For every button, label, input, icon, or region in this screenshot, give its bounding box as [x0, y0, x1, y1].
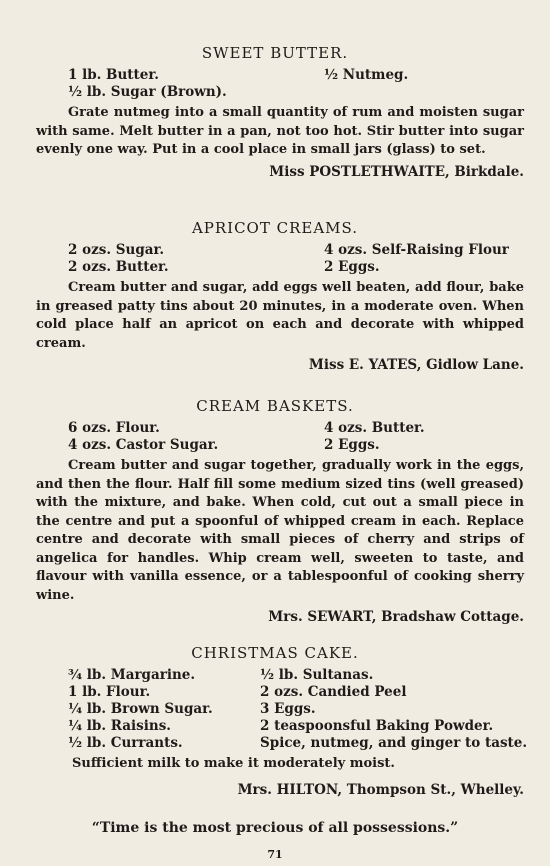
- ingredient-list: [68, 420, 550, 454]
- recipe-title: APRICOT CREAMS.: [191, 219, 359, 237]
- recipe-method: Cream butter and sugar, add eggs well beaten, add flour, bake in greased patty tins about 20 minutes, in a moderate oven. When cold place half an apricot on each and decorate with whipped cream.: [36, 280, 524, 351]
- recipe-christmas-cake: [0, 644, 550, 798]
- ingredient: 2 Eggs.: [324, 437, 380, 453]
- ingredient: 2 ozs. Butter.: [68, 259, 169, 275]
- ingredient: 4 ozs. Castor Sugar.: [68, 437, 219, 453]
- ingredient: 2 Eggs.: [324, 259, 380, 275]
- ingredient: 1 lb. Butter.: [68, 67, 159, 83]
- recipe-method: Sufficient milk to make it moderately moist.: [72, 756, 395, 771]
- ingredient-list: [68, 67, 550, 101]
- recipe-signature: Miss E. YATES, Gidlow Lane.: [308, 357, 524, 373]
- ingredient: 3 Eggs.: [260, 701, 316, 717]
- ingredient: ½ lb. Sultanas.: [260, 667, 374, 683]
- recipe-title: SWEET BUTTER.: [201, 44, 349, 62]
- ingredient: 1 lb. Flour.: [68, 684, 151, 700]
- recipe-title: CHRISTMAS CAKE.: [191, 644, 359, 662]
- footer-quote: “Time is the most precious of all possessions.”: [91, 820, 459, 836]
- ingredient-list: [68, 667, 550, 752]
- ingredient: ¾ lb. Margarine.: [68, 667, 196, 683]
- ingredient: ½ lb. Currants.: [68, 735, 183, 751]
- recipe-title: CREAM BASKETS.: [196, 397, 354, 415]
- ingredient: ½ lb. Sugar (Brown).: [68, 84, 227, 100]
- ingredient: ¼ lb. Raisins.: [68, 718, 171, 734]
- page-number: 71: [267, 848, 283, 861]
- ingredient: 6 ozs. Flour.: [68, 420, 160, 436]
- recipe-method: Grate nutmeg into a small quantity of rum and moisten sugar with same. Melt butter in a pan, not too hot. Stir butter into sugar evenly one way. Put in a cool place in small jars (glass) to set.: [36, 105, 524, 157]
- recipe-signature: Miss POSTLETHWAITE, Birkdale.: [269, 163, 524, 180]
- recipe-signature: Mrs. SEWART, Bradshaw Cottage.: [268, 609, 524, 625]
- ingredient: Spice, nutmeg, and ginger to taste.: [260, 735, 528, 751]
- ingredient: 2 teaspoonsful Baking Powder.: [260, 718, 494, 734]
- recipe-method: Cream butter and sugar together, gradually work in the eggs, and then the flour. Half fill some medium sized tins (well greased) with the mixture, and bake. When cold, cut out a small piece in the centre and put a spoonful of whipped cream in each. Replace centre and decorate with small pieces of cherry and strips of angelica for handles. Whip cream well, sweeten to taste, and flavour with vanilla essence, or a tablespoonful of cooking sherry wine.: [36, 458, 524, 603]
- ingredient: 2 ozs. Candied Peel: [260, 684, 407, 700]
- ingredient: 2 ozs. Sugar.: [68, 242, 165, 258]
- ingredient: ½ Nutmeg.: [324, 67, 409, 83]
- ingredient: ¼ lb. Brown Sugar.: [68, 701, 213, 717]
- ingredient: 4 ozs. Self-Raising Flour: [324, 242, 509, 258]
- recipe-cream-baskets: [0, 397, 550, 625]
- ingredient: [324, 84, 550, 101]
- ingredient-list: [68, 242, 550, 276]
- recipe-apricot-creams: [0, 219, 550, 373]
- recipe-sweet-butter: [0, 44, 550, 180]
- recipe-signature: Mrs. HILTON, Thompson St., Whelley.: [237, 781, 524, 798]
- ingredient: 4 ozs. Butter.: [324, 420, 425, 436]
